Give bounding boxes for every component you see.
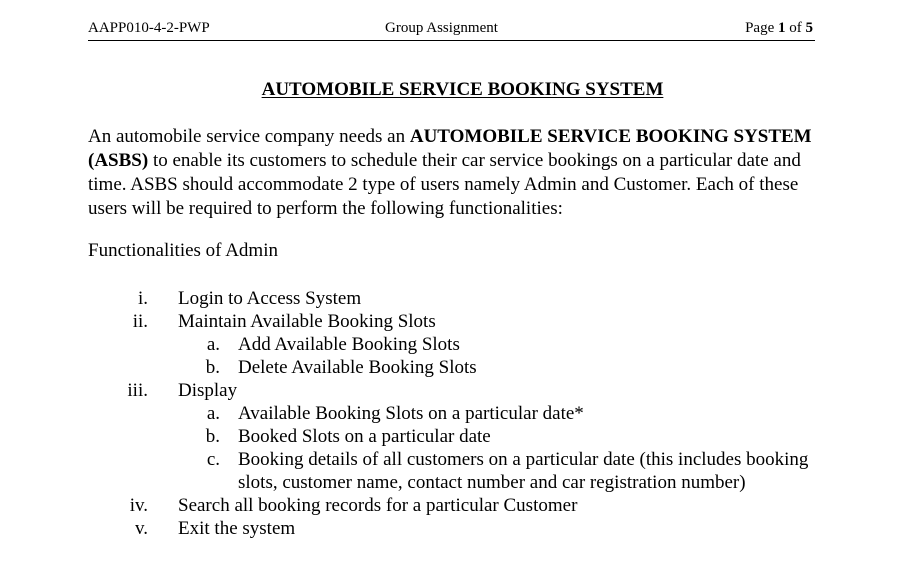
list-marker: iv. <box>129 495 148 516</box>
page-current: 1 <box>778 20 786 36</box>
list-marker: iii. <box>127 380 148 401</box>
list-item-text: Exit the system <box>178 518 296 539</box>
sub-list-marker: c. <box>206 449 220 470</box>
document-type: Group Assignment <box>385 20 498 36</box>
system-name: AUTOMOBILE SERVICE BOOKING SYSTEM <box>409 126 812 147</box>
intro-text-1: An automobile service company needs an <box>88 126 410 147</box>
list-item-text: Maintain Available Booking Slots <box>178 311 436 332</box>
list-marker: v. <box>134 518 148 539</box>
document-title-text: AUTOMOBILE SERVICE BOOKING SYSTEM <box>261 79 664 100</box>
page-number <box>745 20 813 37</box>
sub-list-item-text: Add Available Booking Slots <box>238 334 460 355</box>
list-item-text: Display <box>178 380 238 401</box>
sub-list-marker: a. <box>206 334 220 355</box>
list-item-text: Login to Access System <box>178 288 362 309</box>
intro-line-3: time. ASBS should accommodate 2 type of users namely Admin and Customer. Each of these <box>88 174 799 195</box>
list-marker: ii. <box>132 311 148 332</box>
intro-line-4: users will be required to perform the following functionalities: <box>88 198 563 219</box>
sub-list-item-text: Delete Available Booking Slots <box>238 357 477 378</box>
page-word: Page <box>745 20 775 36</box>
intro-paragraph <box>88 125 848 221</box>
list-marker: i. <box>137 288 148 309</box>
sub-list-item-text: Available Booking Slots on a particular date* <box>238 403 584 424</box>
sub-list-marker: b. <box>205 426 220 447</box>
intro-line-2 <box>88 149 848 173</box>
intro-text-2: to enable its customers to schedule their car service bookings on a particular date and <box>148 150 801 171</box>
intro-line-1 <box>88 125 848 149</box>
system-acronym: (ASBS) <box>88 150 149 171</box>
sub-list-item-text: Booked Slots on a particular date <box>238 426 491 447</box>
sub-list-item-text: Booking details of all customers on a particular date (this includes booking <box>238 449 809 470</box>
page-of-word: of <box>789 20 802 36</box>
document-title <box>0 79 913 101</box>
document-code: AAPP010-4-2-PWP <box>88 20 210 36</box>
sub-list-marker: b. <box>205 357 220 378</box>
page-total: 5 <box>805 20 813 36</box>
list-item-text: Search all booking records for a particular Customer <box>178 495 578 516</box>
page-header <box>88 18 815 41</box>
admin-section-heading: Functionalities of Admin <box>88 240 278 261</box>
sub-list-item-continuation-text: slots, customer name, contact number and car registration number) <box>238 472 746 493</box>
sub-list-marker: a. <box>206 403 220 424</box>
